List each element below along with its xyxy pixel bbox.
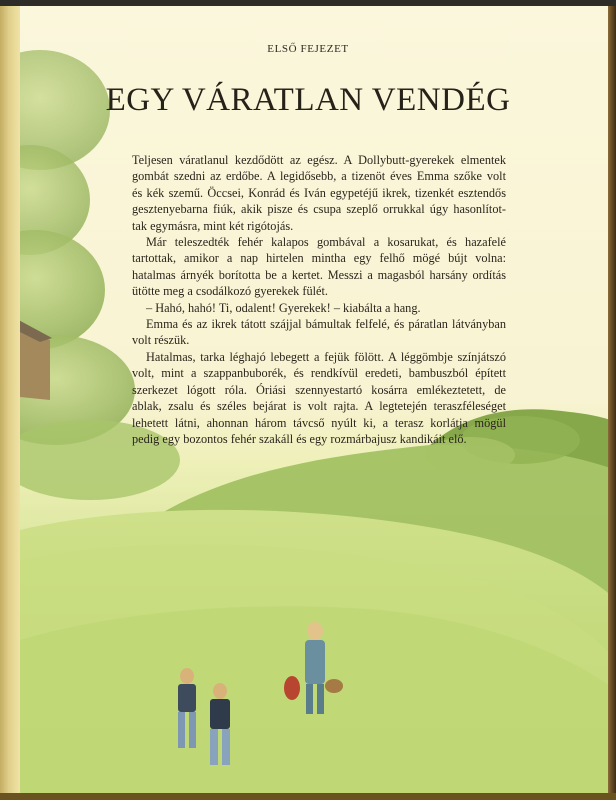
- page-edge: [0, 793, 616, 800]
- chapter-title: EGY VÁRATLAN VENDÉG: [105, 82, 511, 118]
- text-line: Hatalmas, tarka léghajó lebegett a fejük fölött. A léggömbje színjátszó: [146, 349, 506, 364]
- page-binding: [0, 0, 20, 800]
- text-line: tak egymásra, mint két rigótojás.: [132, 218, 294, 233]
- text-line: lehetett látni, ahonnan három távcső nyúlt ki, a terasz korlátja mögül: [132, 415, 506, 430]
- text-line: szerkezet lógott róla. Óriási szennyestartó kosárra emlékeztetett, de: [132, 382, 506, 397]
- chapter-label: ELSŐ FEJEZET: [267, 43, 349, 55]
- text-line: gesztenyebarna fiúk, akik pisze és csupa szeplő orrukkal úgy hasonlítot-: [132, 202, 506, 217]
- text-line: Már teleszedték fehér kalapos gombával a kosarukat, és hazafelé: [146, 235, 506, 250]
- text-line: ütötte meg a csodálkozó gyerekek fülét.: [132, 284, 328, 299]
- text-line: volt, mint a szappanbuborék, és rendkívül eredeti, bambuszból épített: [132, 366, 506, 381]
- text-line: Teljesen váratlanul kezdődött az egész. A Dollybutt-gyerekek elmentek: [132, 153, 506, 167]
- text-line: tartottak, amikor a nap hirtelen mintha egy felhő mögé bújt volna:: [132, 251, 506, 266]
- text-line: volt részük.: [132, 333, 190, 348]
- text-line: – Hahó, hahó! Ti, odalent! Gyerekek! – kiabálta a hang.: [146, 300, 421, 315]
- page-edge: [608, 0, 616, 800]
- text-line: Emma és az ikrek tátott szájjal bámultak felfelé, és páratlan látványban: [146, 317, 506, 332]
- text-line: hatalmas árnyék borította be a kertet. Messzi a magasból harsány ordítás: [132, 267, 506, 282]
- story-text: [132, 152, 506, 447]
- text-line: ablak, zsalu és széles bejárat is volt rajta. A legtetején teraszféleséget: [132, 399, 506, 414]
- text-line: gombát szedni az erdőbe. A legidősebb, a tizenöt éves Emma szőke volt: [132, 169, 506, 184]
- text-line: és kék szemű. Öccsei, Konrád és Iván egypetéjű ikrek, tizenkét esztendős: [132, 185, 506, 200]
- page-edge: [0, 0, 616, 6]
- text-line: pedig egy bozontos fehér szakáll és egy rozmárbajusz kandikáit elő.: [132, 431, 467, 446]
